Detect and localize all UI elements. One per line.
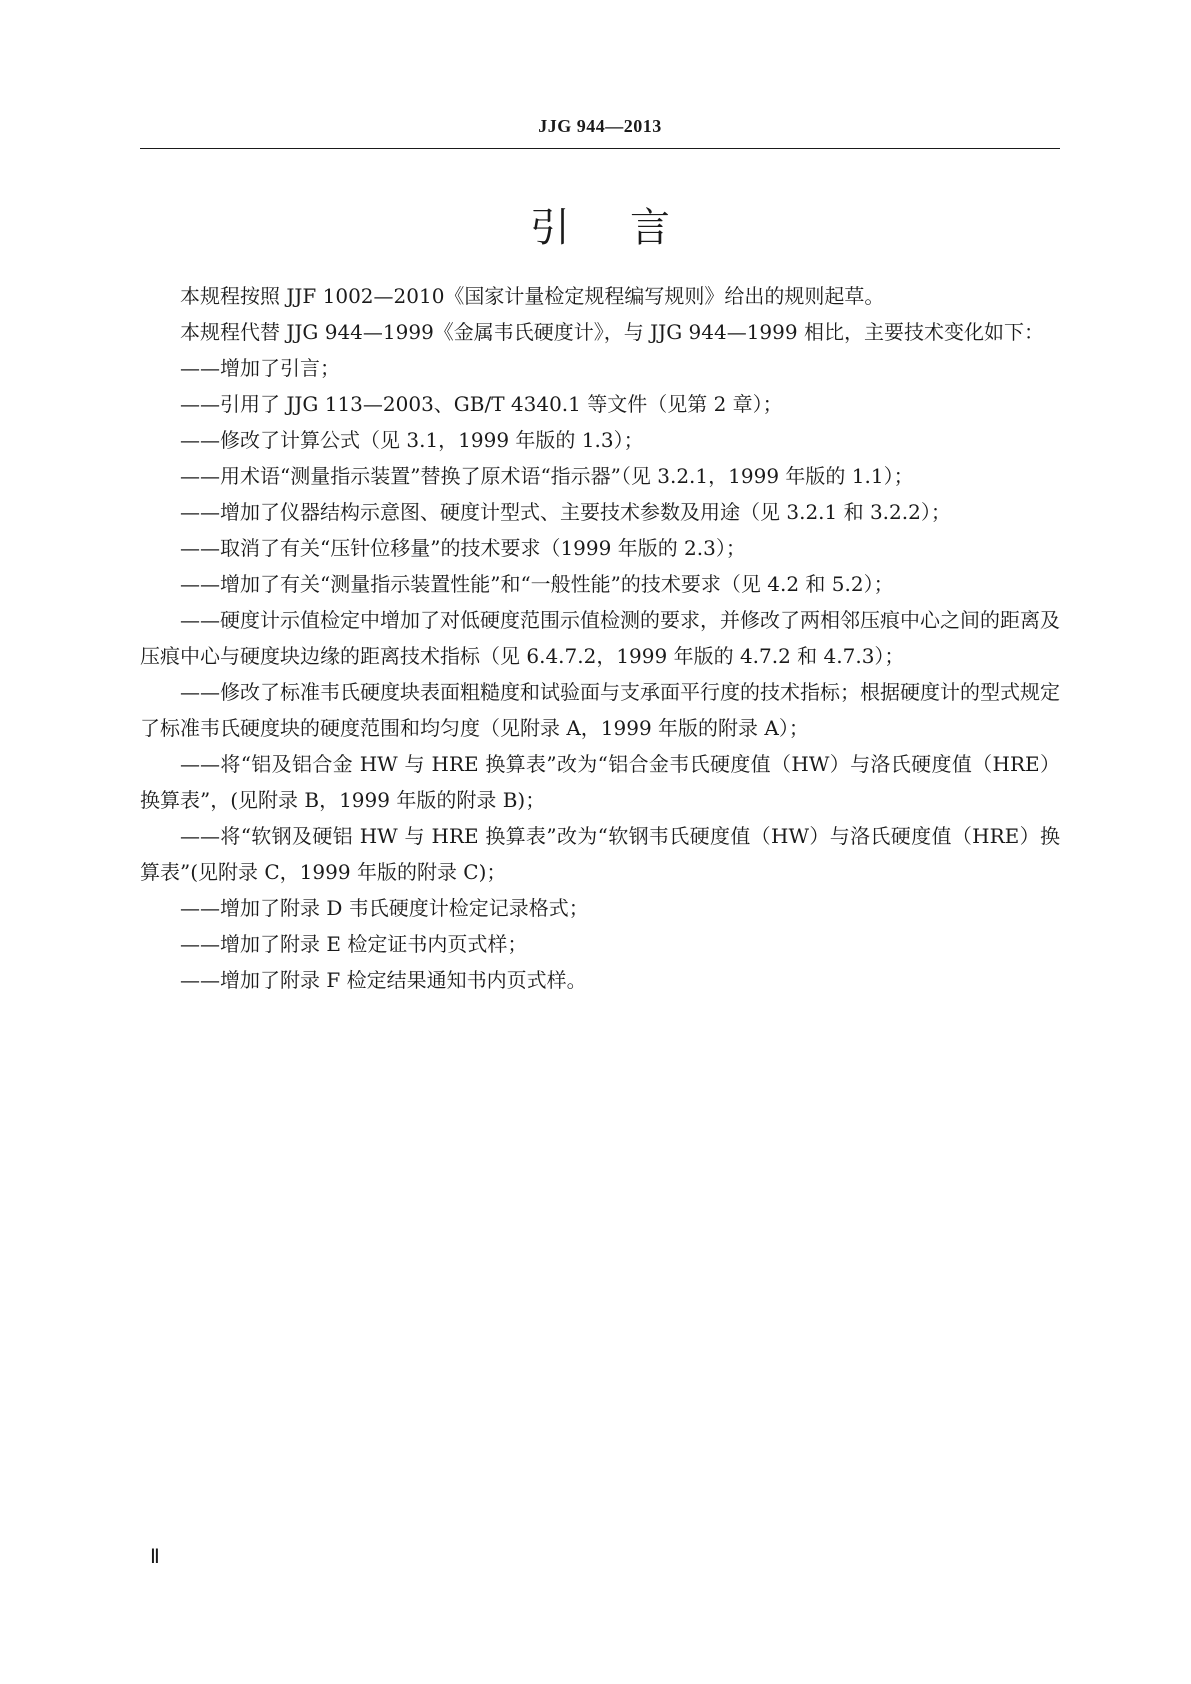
running-header: JJG 944—2013 [538, 116, 662, 136]
document-body [140, 278, 1060, 998]
change-item: ——增加了附录 E 检定证书内页式样； [180, 932, 528, 956]
header-divider [140, 148, 1060, 149]
change-item: ——硬度计示值检定中增加了对低硬度范围示值检测的要求，并修改了两相邻压痕中心之间的距离及压痕中心与硬度块边缘的距离技术指标（见 6.4.7.2，1999 年版的 4.7.2 和 4.7.3）； [140, 608, 1060, 668]
change-item: ——增加了引言； [180, 356, 340, 380]
change-item: ——增加了附录 F 检定结果通知书内页式样。 [180, 968, 587, 992]
change-item: ——增加了有关“测量指示装置性能”和“一般性能”的技术要求（见 4.2 和 5.2）； [180, 572, 894, 596]
paragraph-drafting-basis: 本规程按照 JJF 1002—2010《国家计量检定规程编写规则》给出的规则起草。 [180, 284, 885, 308]
change-item: ——修改了计算公式（见 3.1，1999 年版的 1.3）； [180, 428, 644, 452]
change-item: ——将“铝及铝合金 HW 与 HRE 换算表”改为“铝合金韦氏硬度值（HW）与洛氏硬度值（HRE）换算表”，(见附录 B，1999 年版的附录 B)； [140, 752, 1060, 812]
page-number: Ⅱ [150, 1546, 160, 1568]
change-item: ——修改了标准韦氏硬度块表面粗糙度和试验面与支承面平行度的技术指标；根据硬度计的型式规定了标准韦氏硬度块的硬度范围和均匀度（见附录 A，1999 年版的附录 A）； [140, 680, 1060, 740]
change-item: ——引用了 JJG 113—2003、GB/T 4340.1 等文件（见第 2 章）； [180, 392, 783, 416]
page-title: 引言 [530, 205, 730, 251]
change-item: ——增加了仪器结构示意图、硬度计型式、主要技术参数及用途（见 3.2.1 和 3.2.2）； [180, 500, 951, 524]
change-item: ——取消了有关“压针位移量”的技术要求（1999 年版的 2.3）； [180, 536, 746, 560]
change-item: ——用术语“测量指示装置”替换了原术语“指示器”（见 3.2.1，1999 年版的 1.1）； [180, 464, 914, 488]
paragraph-replacement-note: 本规程代替 JJG 944—1999《金属韦氏硬度计》，与 JJG 944—1999 相比，主要技术变化如下： [180, 320, 1044, 344]
change-item: ——增加了附录 D 韦氏硬度计检定记录格式； [180, 896, 589, 920]
change-item: ——将“软钢及硬铝 HW 与 HRE 换算表”改为“软钢韦氏硬度值（HW）与洛氏硬度值（HRE）换算表”(见附录 C，1999 年版的附录 C)； [140, 824, 1060, 884]
